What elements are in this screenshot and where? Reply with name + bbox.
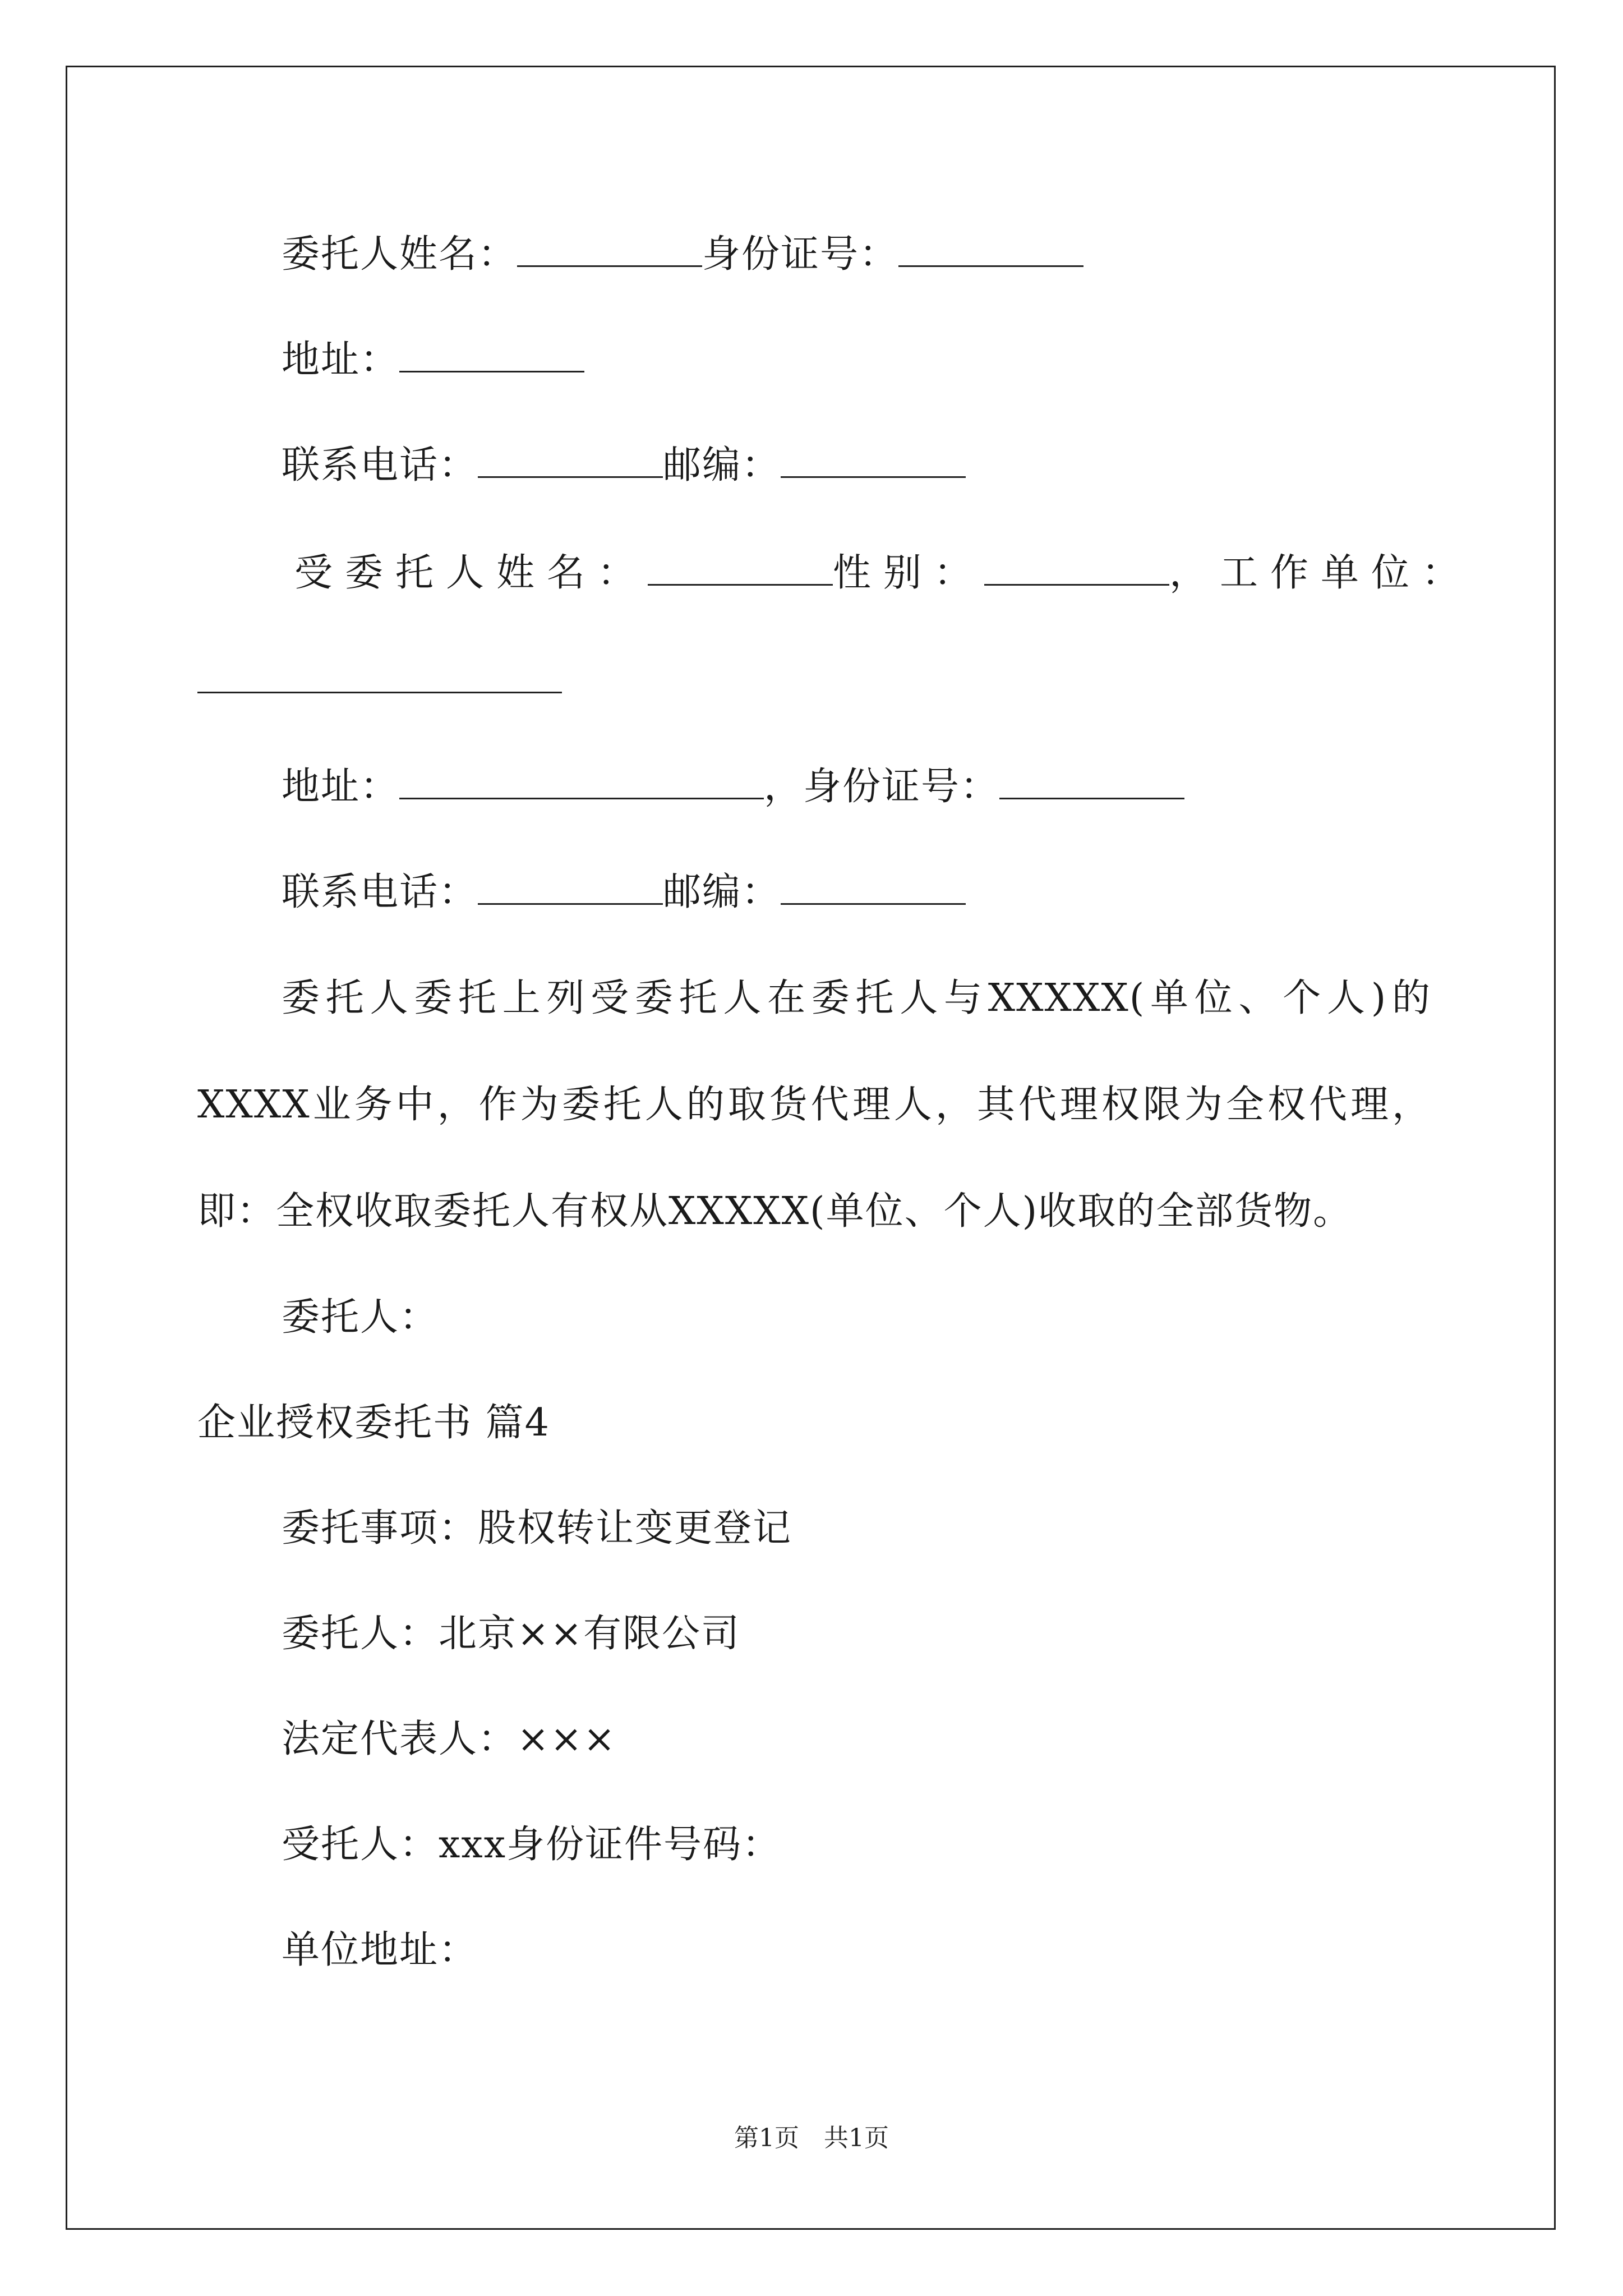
principal-name-row bbox=[282, 232, 1083, 277]
agent-address-label: 地址： bbox=[282, 765, 400, 809]
principal-phone-row bbox=[282, 444, 966, 485]
principal-name-blank[interactable] bbox=[517, 233, 702, 267]
principal-postcode-blank[interactable] bbox=[781, 444, 966, 478]
principal-id-label: 身份证号： bbox=[702, 232, 899, 277]
agent-name-row bbox=[294, 551, 1473, 595]
agent-phone-row bbox=[282, 871, 966, 912]
agent-phone-blank[interactable] bbox=[478, 871, 663, 905]
principal-address-blank[interactable] bbox=[399, 338, 584, 372]
principal-address-label: 地址： bbox=[282, 338, 400, 382]
agent-address-blank[interactable] bbox=[399, 765, 764, 799]
agent-name-blank[interactable] bbox=[648, 551, 833, 586]
principal-postcode-label: 邮编： bbox=[663, 443, 781, 487]
principal-company: 委托人：北京××有限公司 bbox=[282, 1612, 740, 1656]
signature-label: 委托人： bbox=[282, 1295, 439, 1340]
agent-comma: ， bbox=[1169, 551, 1220, 595]
agent-id-blank[interactable] bbox=[999, 765, 1184, 799]
agent-gender-blank[interactable] bbox=[984, 551, 1169, 586]
legal-representative: 法定代表人：××× bbox=[282, 1717, 616, 1761]
agent-name-label: 受委托人姓名： bbox=[294, 551, 648, 595]
principal-phone-blank[interactable] bbox=[478, 444, 663, 478]
agent-work-unit-blank[interactable] bbox=[197, 659, 562, 693]
authorization-paragraph: 委托人委托上列受委托人在委托人与XXXXX(单位、个人)的XXXX业务中，作为委托人的取货代理人，其代理权限为全权代理，即：全权收取委托人有权从XXXXX(单位、个人)收取的全部货物。 bbox=[197, 976, 1431, 1234]
section-title: 企业授权委托书 篇4 bbox=[197, 1401, 550, 1445]
trustee-id: 受托人：xxx身份证件号码： bbox=[282, 1823, 782, 1867]
agent-work-unit-label: 工作单位： bbox=[1220, 551, 1473, 595]
agent-id-label: 身份证号： bbox=[803, 765, 1000, 809]
entrusted-matter: 委托事项：股权转让变更登记 bbox=[282, 1506, 792, 1550]
agent-postcode-blank[interactable] bbox=[781, 871, 966, 905]
agent-postcode-label: 邮编： bbox=[663, 870, 781, 914]
agent-gender-label: 性别： bbox=[833, 551, 985, 595]
unit-address: 单位地址： bbox=[282, 1928, 478, 1972]
agent-work-unit-row bbox=[197, 659, 562, 700]
principal-name-label: 委托人姓名： bbox=[282, 232, 518, 277]
agent-address-comma: ， bbox=[764, 765, 804, 809]
principal-address-row bbox=[282, 338, 584, 382]
agent-address-row bbox=[282, 765, 1184, 809]
agent-phone-label: 联系电话： bbox=[282, 870, 478, 914]
page-footer: 第1页 共1页 bbox=[734, 2124, 889, 2152]
principal-id-blank[interactable] bbox=[898, 233, 1083, 267]
principal-phone-label: 联系电话： bbox=[282, 443, 478, 487]
